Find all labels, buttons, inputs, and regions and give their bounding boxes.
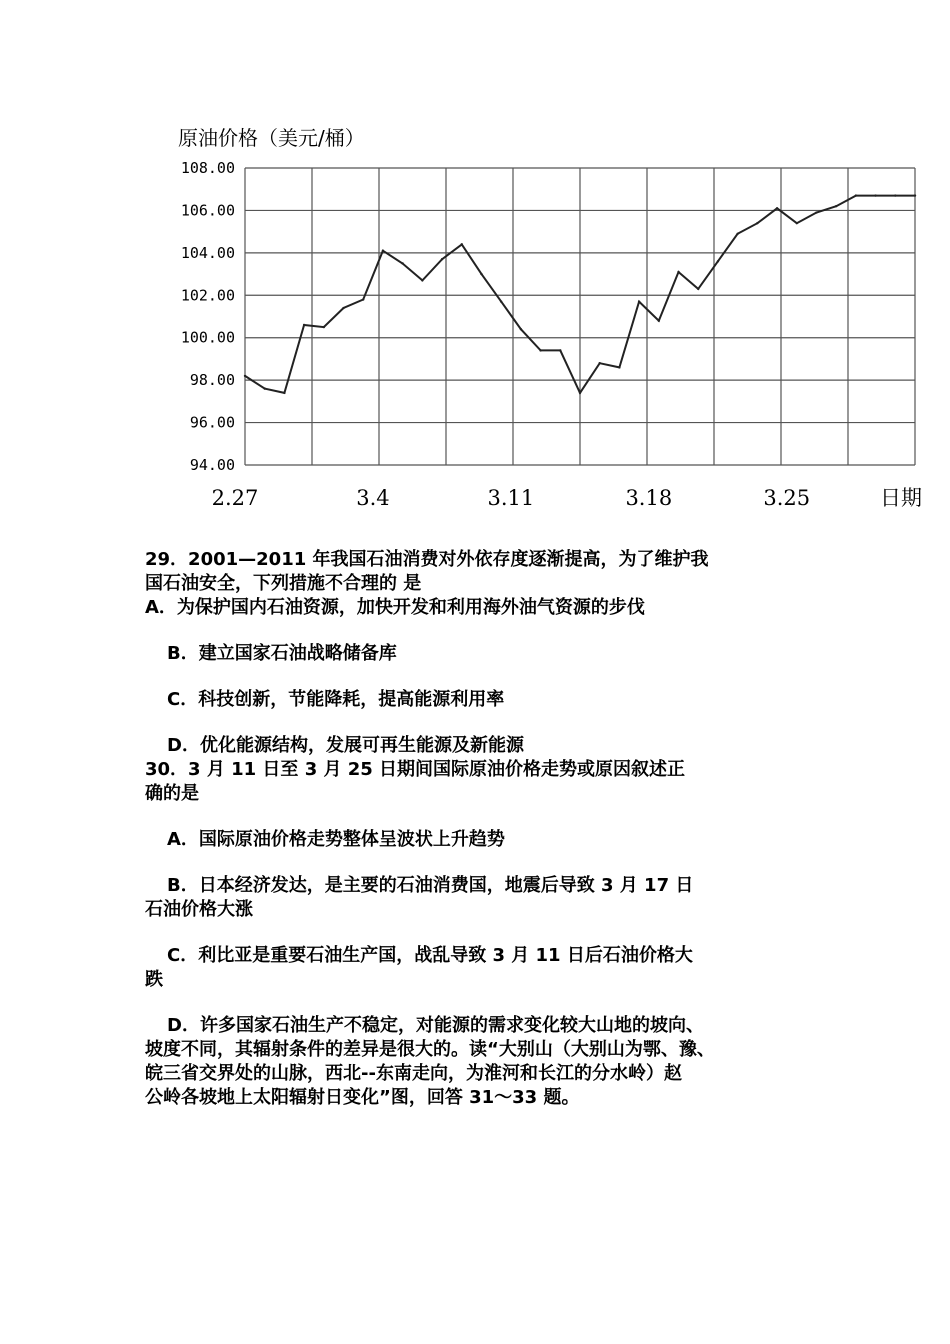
data-point-28 [796,222,798,224]
data-point-4 [323,326,325,328]
y-tick-5: 98.00 [189,371,235,390]
q30-option-c-line-2: 跌 [145,969,163,990]
data-point-9 [421,279,423,281]
data-point-19 [618,366,620,368]
q30-line-1: 30．3 月 11 日至 3 月 25 日期间国际原油价格走势或原因叙述正 [145,759,686,780]
y-tick-labels [181,159,235,474]
data-point-14 [520,328,522,330]
question-text [145,548,845,1110]
q29-option-c: C．科技创新，节能降耗，提高能源利用率 [167,689,505,710]
y-tick-6: 96.00 [189,413,235,432]
q30-option-d-line-3: 皖三省交界处的山脉，西北--东南走向，为淮河和长江的分水岭）赵 [145,1063,682,1084]
data-point-11 [461,243,463,245]
q30-option-c-line-1: C．利比亚是重要石油生产国，战乱导致 3 月 11 日后石油价格大 [167,945,693,966]
data-point-32 [874,194,876,196]
data-point-31 [855,194,857,196]
y-tick-1: 106.00 [180,201,235,220]
data-point-12 [480,273,482,275]
data-point-24 [717,260,719,262]
data-point-20 [638,300,640,302]
data-point-25 [736,233,738,235]
data-point-18 [599,362,601,364]
q30-option-b-line-2: 石油价格大涨 [145,899,253,920]
data-point-30 [835,205,837,207]
data-point-0 [244,375,246,377]
q29-option-a: A．为保护国内石油资源，加快开发和利用海外油气资源的步伐 [145,597,645,618]
data-point-27 [776,207,778,209]
q30-option-d-line-2: 坡度不同，其辐射条件的差异是很大的。读“大别山（大别山为鄂、豫、 [145,1039,715,1060]
data-point-15 [539,349,541,351]
x-tick-1: 3.4 [356,486,390,510]
data-point-21 [658,320,660,322]
data-point-23 [697,288,699,290]
data-point-33 [894,194,896,196]
q29-option-d: D．优化能源结构，发展可再生能源及新能源 [167,735,524,756]
y-tick-7: 94.00 [189,456,235,474]
data-point-3 [303,324,305,326]
q29-line-1: 29．2001—2011 年我国石油消费对外依存度逐渐提高，为了维护我 [145,549,709,570]
oil-price-chart [0,0,950,540]
x-tick-labels [212,486,811,510]
data-point-34 [914,194,916,196]
x-tick-0: 2.27 [211,486,259,510]
y-tick-0: 108.00 [180,159,235,177]
data-point-29 [815,211,817,213]
x-tick-4: 3.25 [763,486,811,510]
x-tick-3: 3.18 [625,486,673,510]
data-point-2 [283,392,285,394]
data-point-26 [756,222,758,224]
data-point-17 [579,392,581,394]
y-tick-3: 102.00 [180,286,235,305]
q30-line-2: 确的是 [145,783,199,804]
data-point-16 [559,349,561,351]
x-tick-2: 3.11 [487,486,535,510]
q29-line-2: 国石油安全，下列措施不合理的 是 [145,573,422,594]
data-point-10 [441,258,443,260]
y-tick-4: 100.00 [180,328,235,347]
q30-option-a: A．国际原油价格走势整体呈波状上升趋势 [167,829,505,850]
data-point-1 [264,387,266,389]
y-tick-2: 104.00 [180,243,235,262]
data-point-13 [500,300,502,302]
data-point-8 [401,262,403,264]
data-point-5 [342,307,344,309]
q30-option-d-line-4: 公岭各坡地上太阳辐射日变化”图，回答 31～33 题。 [145,1087,580,1108]
q30-option-d-line-1: D．许多国家石油生产不稳定，对能源的需求变化较大山地的坡向、 [167,1015,704,1036]
q29-option-b: B．建立国家石油战略储备库 [167,643,397,664]
q30-option-b-line-1: B．日本经济发达，是主要的石油消费国，地震后导致 3 月 17 日 [167,875,694,896]
x-axis-title: 日期 [880,486,922,510]
data-point-22 [677,271,679,273]
data-point-6 [362,298,364,300]
y-axis-title: 原油价格（美元/桶） [178,126,365,150]
data-point-7 [382,250,384,252]
